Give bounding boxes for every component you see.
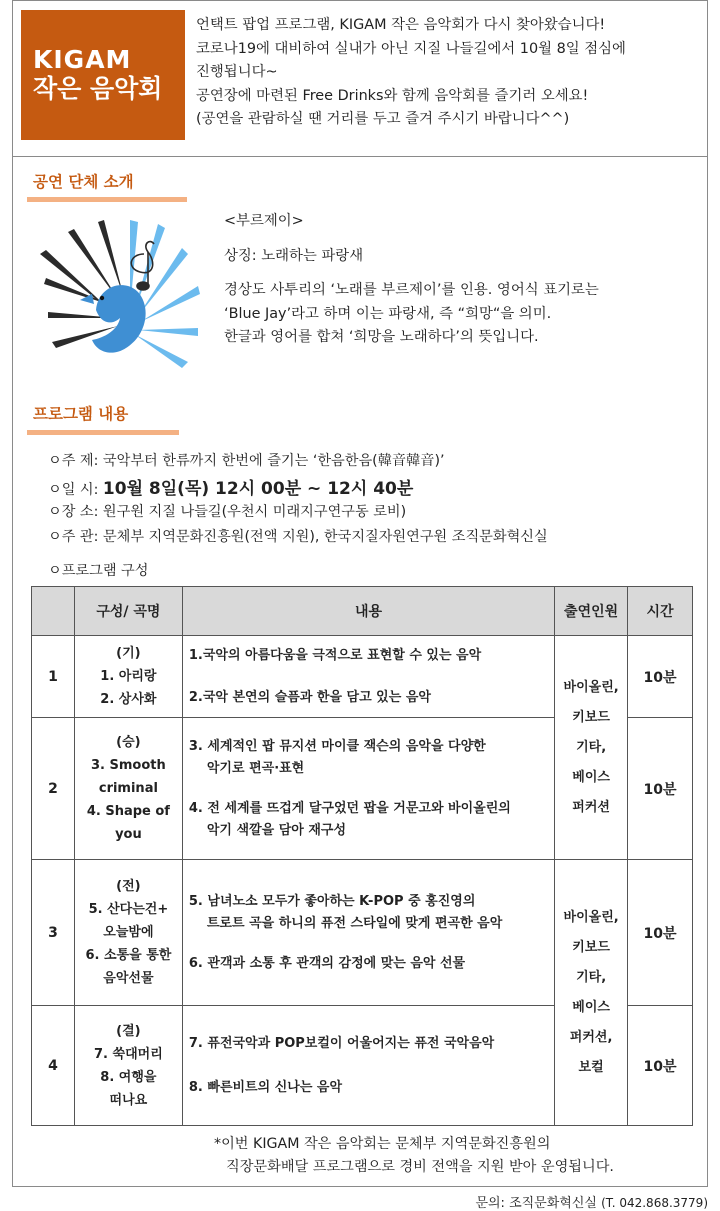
- intro-line: 진행됩니다~: [196, 64, 278, 80]
- table-header-row: [32, 587, 693, 636]
- content-text: 6. 관객과 소통 후 관객의 감정에 맞는 음악 선물: [188, 955, 466, 971]
- ensemble-name: <부르제이>: [224, 213, 304, 229]
- date-label: ㅇ일 시:: [48, 482, 99, 498]
- time-cell: 10분: [628, 636, 693, 718]
- performer-line: 베이스: [572, 769, 610, 785]
- time-cell: 10분: [628, 860, 693, 1006]
- performers-cell: [555, 860, 628, 1126]
- theme-label: ㅇ주 제:: [48, 453, 99, 469]
- place-value: 원구원 지질 나들길(우천시 미래지구연구동 로비): [102, 504, 407, 520]
- logo-line2: 작은 음악회: [33, 73, 163, 103]
- row-number: 4: [32, 1006, 75, 1126]
- song-cell: [74, 718, 182, 860]
- performer-line: 베이스: [572, 999, 610, 1015]
- content-item: [189, 953, 554, 975]
- content-text: 3. 세계적인 팝 뮤지션 마이클 잭슨의 음악을 다양한: [188, 738, 486, 754]
- time-cell: 10분: [628, 1006, 693, 1126]
- performer-line: 기타,: [576, 739, 607, 755]
- performer-line: 바이올린,: [563, 909, 619, 925]
- host-value: 문체부 지역문화진흥원(전액 지원), 한국지질자원연구원 조직문화혁신실: [102, 529, 548, 545]
- song-line: 5. 산다는건+: [88, 902, 169, 917]
- table-row: [32, 860, 693, 1006]
- performers-cell: [555, 636, 628, 860]
- program-table: [31, 586, 693, 1126]
- footnote: [214, 1133, 704, 1179]
- time-cell: 10분: [628, 718, 693, 860]
- ensemble-intro: [224, 210, 704, 350]
- song-line: 1. 아리랑: [100, 669, 157, 684]
- theme-value: 국악부터 한류까지 한번에 즐기는 ‘한음한음(韓音韓音)’: [102, 453, 445, 469]
- intro-text: [196, 14, 702, 132]
- song-line: 2. 상사화: [100, 692, 157, 707]
- table-header-cell: 출연인원: [555, 587, 628, 636]
- song-line: 떠나요: [109, 1092, 148, 1108]
- program-composition-label: ㅇ프로그램 구성: [48, 563, 149, 579]
- content-item: [189, 645, 554, 667]
- logo-line1: KIGAM: [33, 45, 132, 75]
- footnote-line: *이번 KIGAM 작은 음악회는 문체부 지역문화진흥원의: [214, 1136, 551, 1152]
- performer-line: 보컬: [578, 1059, 604, 1075]
- song-cell: [74, 636, 182, 718]
- song-line: 4. Shape of: [86, 804, 170, 819]
- performer-line: 퍼커션,: [569, 1029, 613, 1045]
- content-cell: [182, 1006, 554, 1126]
- content-item: [189, 687, 554, 709]
- song-line: 오늘밤에: [103, 925, 154, 940]
- performer-line: 기타,: [576, 969, 607, 985]
- song-line: 7. 쑥대머리: [94, 1046, 163, 1062]
- table-header-cell: 시간: [628, 587, 693, 636]
- song-line: (전): [116, 879, 141, 894]
- host-label: ㅇ주 관:: [48, 529, 99, 545]
- content-text-cont: 트로트 곡을 하니의 퓨전 스타일에 맞게 편곡한 음악: [206, 915, 503, 931]
- song-cell: [74, 860, 182, 1006]
- table-header-cell: [32, 587, 75, 636]
- performer-line: 바이올린,: [563, 679, 619, 695]
- ensemble-symbol: 상징: 노래하는 파랑새: [224, 247, 364, 264]
- table-row: [32, 636, 693, 718]
- content-text: 7. 퓨전국악과 POP보컬이 어울어지는 퓨전 국악음악: [188, 1035, 495, 1051]
- program-date: [48, 474, 413, 499]
- song-line: 음악선물: [103, 971, 154, 986]
- performer-line: 키보드: [572, 709, 610, 725]
- performer-line: 키보드: [572, 939, 610, 955]
- song-line: 8. 여행을: [100, 1069, 157, 1085]
- content-item: [189, 798, 554, 842]
- section-underline: [27, 430, 179, 435]
- intro-line: 공연장에 마련된 Free Drinks와 함께 음악회를 즐기러 오세요!: [196, 87, 589, 104]
- content-item: [189, 1077, 554, 1099]
- content-text: 5. 남녀노소 모두가 좋아하는 K-POP 중 홍진영의: [188, 893, 476, 909]
- contact-info: [475, 1192, 708, 1211]
- content-text: 1.국악의 아름다움을 극적으로 표현할 수 있는 음악: [188, 647, 482, 663]
- intro-line: (공연을 관람하실 땐 거리를 두고 즐겨 주시기 바랍니다^^): [196, 111, 570, 127]
- bluejay-logo-icon: [34, 214, 202, 372]
- content-text: 8. 빠른비트의 신나는 음악: [188, 1079, 343, 1095]
- intro-line: 언택트 팝업 프로그램, KIGAM 작은 음악회가 다시 찾아왔습니다!: [196, 17, 606, 33]
- song-line: (승): [116, 735, 141, 750]
- content-cell: [182, 636, 554, 718]
- date-value: 10월 8일(목) 12시 00분 ~ 12시 40분: [102, 479, 414, 499]
- content-cell: [182, 718, 554, 860]
- section-underline: [27, 197, 187, 202]
- section-title-program: 프로그램 내용: [33, 405, 129, 423]
- table-header-cell: 내용: [182, 587, 554, 636]
- ensemble-desc-line: ‘Blue Jay’라고 하며 이는 파랑새, 즉 “희망“을 의미.: [224, 305, 552, 322]
- content-text-cont: 악기 색깔을 담아 재구성: [206, 822, 347, 838]
- song-line: criminal: [98, 781, 158, 796]
- footnote-line: 직장문화배달 프로그램으로 경비 전액을 지원 받아 운영됩니다.: [226, 1159, 614, 1175]
- song-line: you: [115, 827, 142, 842]
- row-number: 1: [32, 636, 75, 718]
- ensemble-desc-line: 경상도 사투리의 ‘노래를 부르제이’를 인용. 영어식 표기로는: [224, 282, 599, 298]
- kigam-logo: [21, 10, 185, 140]
- content-cell: [182, 860, 554, 1006]
- program-host: [48, 526, 548, 546]
- row-number: 3: [32, 860, 75, 1006]
- song-line: 6. 소통을 통한: [85, 948, 172, 963]
- performer-line: 퍼커션: [572, 799, 610, 815]
- ensemble-desc-line: 한글과 영어를 합쳐 ‘희망을 노래하다’의 뜻입니다.: [224, 329, 539, 345]
- content-item: [189, 736, 554, 780]
- table-header-cell: 구성/ 곡명: [74, 587, 182, 636]
- song-line: (기): [116, 646, 141, 661]
- program-theme: [48, 450, 445, 470]
- contact-label: 문의: 조직문화혁신실: [475, 1196, 597, 1211]
- content-item: [189, 891, 554, 935]
- song-line: (결): [116, 1023, 141, 1039]
- section-title-ensemble: 공연 단체 소개: [33, 173, 134, 191]
- program-place: [48, 501, 406, 521]
- content-text: 4. 전 세계를 뜨겁게 달구었던 팝을 거문고와 바이올린의: [188, 800, 511, 816]
- intro-line: 코로나19에 대비하여 실내가 아닌 지질 나들길에서 10월 8일 점심에: [196, 40, 626, 57]
- header-divider: [12, 156, 708, 157]
- song-line: 3. Smooth: [91, 758, 166, 773]
- content-text-cont: 악기로 편곡·표현: [206, 760, 305, 776]
- contact-phone: (T. 042.868.3779): [601, 1196, 708, 1210]
- place-label: ㅇ장 소:: [48, 504, 99, 520]
- row-number: 2: [32, 718, 75, 860]
- content-item: [189, 1033, 554, 1055]
- content-text: 2.국악 본연의 슬픔과 한을 담고 있는 음악: [188, 689, 431, 705]
- song-cell: [74, 1006, 182, 1126]
